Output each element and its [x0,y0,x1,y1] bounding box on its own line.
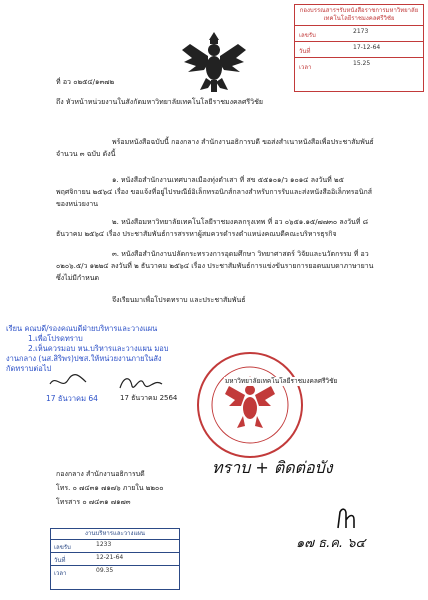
handwritten-date: ๑๗ ธ.ค. ๖๔ [296,536,366,551]
item-2: ๒. หนังสือมหาวิทยาลัยเทคโนโลยีราชมงคลกรุงเทพ ที่ อว ๐๖๕๑.๑๕/๗๗๓๐ ลงวันที่ ๘ [112,218,369,226]
stamp-row: วันที่ 17-12-64 [295,42,423,58]
intro-line: จำนวน ๓ ฉบับ ดังนี้ [56,150,116,158]
stamp-row: เลขรับ 1233 [51,540,179,553]
item-1: ๑. หนังสือสำนักงานเทศบาลเมืองทุ่งตำเสา ที่ สข ๕๕๑๐๑/ว ๑๐๑๔ ลงวันที่ ๒๕ [112,176,344,184]
item-1: ของหน่วยงาน [56,200,98,208]
signature-mark [118,372,164,394]
handwritten-note: เรียน คณบดี/รองคณบดีฝ่ายบริหารและวางแผน 1.เพื่อโปรดทราบ 2.เห็นควรมอบ หน.บริหารและวางแผน มอบ งานกลาง (นส.สิริพร)ปชส.ให้หน่วยงานภายในสัง กัดทราบต่อไป [6,324,169,373]
stamp-row: เลขรับ 2173 [295,26,423,42]
stamp-header: งานบริหารและวางแผน [51,529,179,540]
phone: โทร. ๐ ๗๔๓๑ ๗๑๗๖ ภายใน ๒๒๐๐ [56,484,164,492]
seal-caption: มหาวิทยาลัยเทคโนโลยีราชมงคลศรีวิชัย [225,377,338,385]
fax: โทรสาร ๐ ๗๔๓๑ ๗๑๗๓ [56,498,131,506]
garuda-emblem [178,30,250,96]
closing-line: จึงเรียนมาเพื่อโปรดทราบ และประชาสัมพันธ์ [112,296,246,304]
reference-number: ที่ อว ๐๒๕๔/๑๓๗๒ [56,78,115,86]
item-3: ๓. หนังสือสำนักงานปลัดกระทรวงการอุดมศึกษา วิทยาศาสตร์ วิจัยและนวัตกรรม ที่ อว [112,250,369,258]
item-3: ซึ่งไม่มีกำหนด [56,274,100,282]
receipt-stamp [294,4,424,92]
signature-mark [334,506,360,532]
department-receipt-stamp [50,528,180,590]
office-name: กองกลาง สำนักงานอธิการบดี [56,470,145,478]
university-seal [195,350,305,460]
sign-date: 17 ธันวาคม 2564 [120,394,178,402]
signature-mark [48,372,88,392]
item-3: ๐๒๐๖.๕/ว ๑๒๒๔ ลงวันที่ ๒ ธันวาคม ๒๕๖๔ เรื่อง ประชาสัมพันธ์การแข่งขันรายการยอดนมบดาภาษายาน [56,262,374,270]
stamp-row: วันที่ 12-21-64 [51,553,179,566]
intro-line: พร้อมหนังสือฉบับนี้ กองกลาง สำนักงานอธิการบดี ขอส่งสำเนาหนังสือเพื่อประชาสัมพันธ์ [112,138,374,146]
item-1: พฤศจิกายน ๒๕๖๔ เรื่อง ขอแจ้งที่อยู่ไปรษณีย์อิเล็กทรอนิกส์กลางสำหรับการรับและส่งหนังสืออิเล็กทรอนิกส์ [56,188,373,196]
stamp-header: กองบรรณสารฯรับหนังสือราชการมหาวิทยาลัยเทคโนโลยีราชมงคลศรีวิชัย [295,5,423,26]
stamp-row: เวลา 09.35 [54,567,114,577]
stamp-row: เวลา 15.25 [299,60,371,71]
item-2: ธันวาคม ๒๕๖๔ เรื่อง ประชาสัมพันธ์การสรรหาผู้สมควรดำรงตำแหน่งคณบดีคณะบริหารธุรกิจ [56,230,337,238]
note-date: 17 ธันวาคม 64 [46,394,98,403]
handwritten-acknowledgement: ทราบ + ติดต่อบัง [212,458,333,477]
recipient-line: ถึง หัวหน้าหน่วยงานในสังกัดมหาวิทยาลัยเทคโนโลยีราชมงคลศรีวิชัย [56,98,263,106]
